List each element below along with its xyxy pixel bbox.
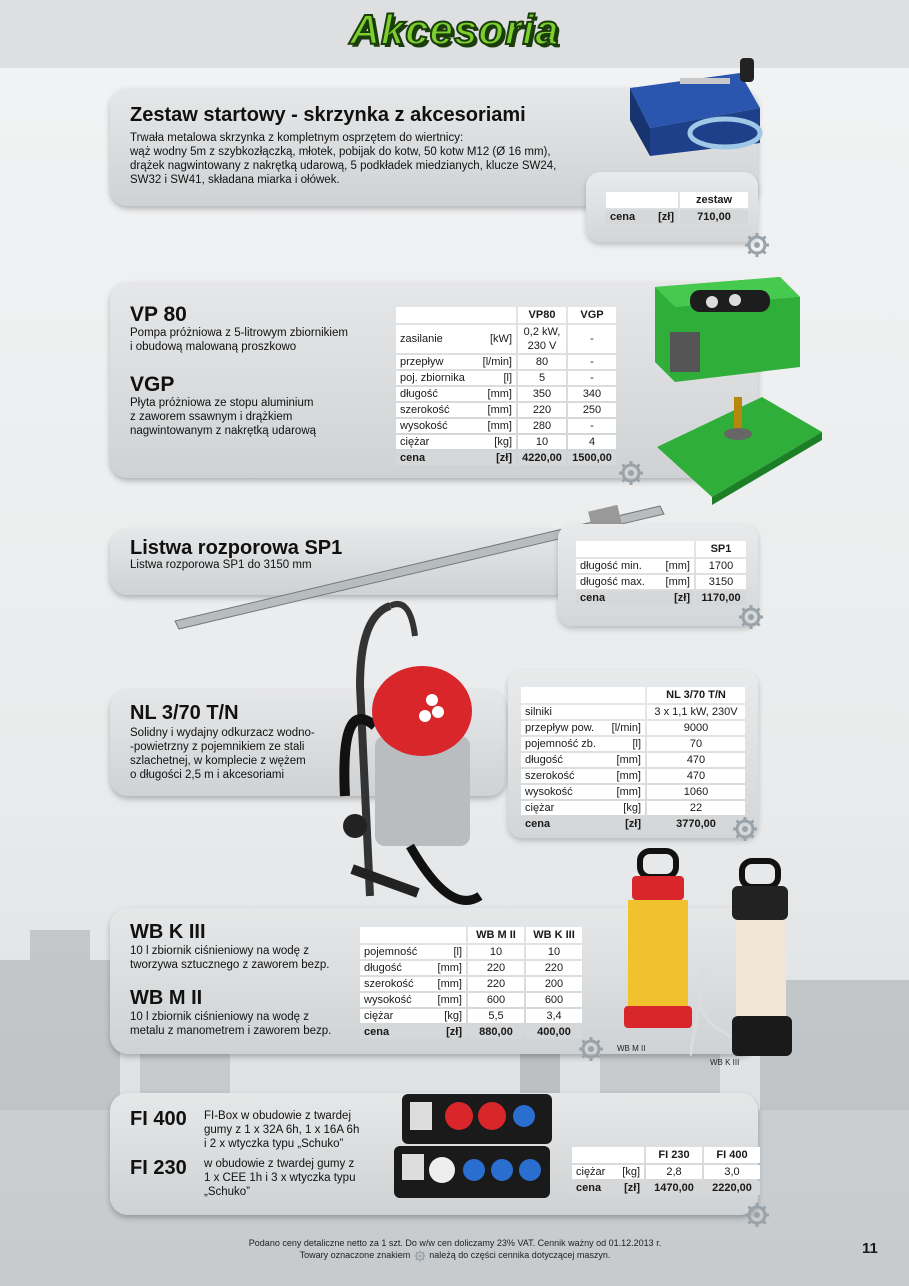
nl-heading: NL 3/70 T/N <box>130 702 239 724</box>
spec-label: wysokość <box>400 420 448 432</box>
machine-gear-icon <box>618 460 644 486</box>
spec-unit: [mm] <box>487 388 512 400</box>
spec-value: 0,2 kW, 230 V <box>518 325 566 353</box>
vgp-description: Płyta próżniowa ze stopu aluminium z zaworem ssawnym i drążkiem nagwintowanym z nakrętką udarową <box>130 397 317 437</box>
wbm-col-header: WB M II <box>468 927 524 943</box>
fi400-description: FI-Box w obudowie z twardej gumy z 1 x 32A 6h, 1 x 16A 6h i 2 x wtyczka typu „Schuko” <box>204 1110 360 1150</box>
vacuum-cleaner-image <box>330 596 510 926</box>
spec-label: szerokość <box>525 770 575 782</box>
spec-unit: [mm] <box>616 786 641 798</box>
sp1-description: Listwa rozporowa SP1 do 3150 mm <box>130 559 312 571</box>
spec-row <box>396 419 616 433</box>
spec-label: poj. zbiornika <box>400 372 465 384</box>
spec-unit: [l/min] <box>611 722 641 734</box>
spec-value: 400,00 <box>526 1025 582 1039</box>
spec-unit: [zł] <box>446 1026 462 1038</box>
spec-unit: [kg] <box>622 1166 640 1178</box>
spec-row <box>521 785 745 799</box>
spec-unit: [kW] <box>490 333 512 345</box>
spec-value: 80 <box>518 355 566 369</box>
vgp-col-header: VGP <box>568 307 616 323</box>
spec-label: przepływ <box>400 356 444 368</box>
spec-value: 470 <box>647 753 745 767</box>
zestaw-price-label: cena <box>610 211 636 223</box>
spec-unit: [kg] <box>623 802 641 814</box>
spec-label: cena <box>364 1026 390 1038</box>
spec-label: przepływ pow. <box>525 722 595 734</box>
spec-value: 250 <box>568 403 616 417</box>
wbk-col-header: WB K III <box>526 927 582 943</box>
spec-value: 2220,00 <box>704 1181 760 1195</box>
spec-label: ciężar <box>364 1010 394 1022</box>
fi230-description: w obudowie z twardej gumy z 1 x CEE 1h i 3 x wtyczka typu „Schuko” <box>204 1158 356 1198</box>
spec-value: 470 <box>647 769 745 783</box>
spec-value: 70 <box>647 737 745 751</box>
nl-spec-table <box>519 685 747 833</box>
spec-value: 1470,00 <box>646 1181 702 1195</box>
spec-row <box>396 387 616 401</box>
spec-value: 220 <box>518 403 566 417</box>
spec-unit: [zł] <box>625 818 641 830</box>
spec-value: 5,5 <box>468 1009 524 1023</box>
spec-value: 340 <box>568 387 616 401</box>
fi230-col-header: FI 230 <box>646 1147 702 1163</box>
spec-value: 220 <box>468 977 524 991</box>
spec-row <box>576 575 746 589</box>
footer-line-2a: Towary oznaczone znakiem <box>299 1250 411 1260</box>
spec-label: pojemność <box>364 946 418 958</box>
machine-gear-icon <box>744 232 770 258</box>
spec-unit: [kg] <box>444 1010 462 1022</box>
spec-label: długość <box>364 962 402 974</box>
spec-row <box>521 721 745 735</box>
spec-value: 3,0 <box>704 1165 760 1179</box>
footer-line-2b: należą do części cennika dotyczącej maszyn. <box>429 1250 611 1260</box>
spec-unit: [mm] <box>437 994 462 1006</box>
spec-value: 220 <box>468 961 524 975</box>
fi-box-image <box>384 1090 564 1210</box>
spec-unit: [mm] <box>665 576 690 588</box>
footer-note <box>120 1237 790 1262</box>
footer-gear-icon <box>413 1250 427 1262</box>
spec-value: 10 <box>526 945 582 959</box>
vacuum-pump-image <box>650 272 810 402</box>
spec-row <box>396 355 616 369</box>
fi-spec-table <box>570 1145 762 1197</box>
fi400-col-header: FI 400 <box>704 1147 760 1163</box>
spec-row <box>576 559 746 573</box>
spec-label: zasilanie <box>400 333 443 345</box>
spec-label: silniki <box>525 706 552 718</box>
spec-label: ciężar <box>576 1166 606 1178</box>
wb-spec-table <box>358 925 584 1041</box>
spec-row <box>396 403 616 417</box>
spec-value: 4 <box>568 435 616 449</box>
spec-unit: [l/min] <box>482 356 512 368</box>
vp80-heading: VP 80 <box>130 303 187 326</box>
spec-label: wysokość <box>525 786 573 798</box>
toolbox-image <box>620 48 770 158</box>
spec-value: 220 <box>526 961 582 975</box>
zestaw-price-table <box>604 190 750 226</box>
zestaw-heading: Zestaw startowy - skrzynka z akcesoriami <box>130 104 526 126</box>
zestaw-price-value: 710,00 <box>680 210 748 224</box>
spec-value: 880,00 <box>468 1025 524 1039</box>
spec-label: cena <box>580 592 606 604</box>
zestaw-price-unit: [zł] <box>658 211 674 223</box>
machine-gear-icon <box>744 1202 770 1228</box>
spec-row <box>396 435 616 449</box>
spec-row <box>521 737 745 751</box>
fi400-heading: FI 400 <box>130 1108 187 1130</box>
sp1-heading: Listwa rozporowa SP1 <box>130 537 343 559</box>
spec-unit: [zł] <box>496 452 512 464</box>
spec-value: 600 <box>526 993 582 1007</box>
wbm-heading: WB M II <box>130 987 203 1009</box>
spec-row <box>521 753 745 767</box>
spec-unit: [kg] <box>494 436 512 448</box>
spec-unit: [mm] <box>665 560 690 572</box>
spec-unit: [l] <box>453 946 462 958</box>
spec-label: cena <box>525 818 551 830</box>
spec-row <box>572 1165 760 1179</box>
spec-value: 1500,00 <box>568 451 616 465</box>
spec-label: długość <box>525 754 563 766</box>
zestaw-col-header: zestaw <box>680 192 748 208</box>
zestaw-description: Trwała metalowa skrzynka z kompletnym osprzętem do wiertnicy: wąż wodny 5m z szybkozłączką, młotek, pobijak do kotw, 50 kotw M12 (Ø 16 mm), drążek nagwintowany z nakrętką udarową, 5 podkładek miedzianych, klucze SW24, SW32 i SW41, składana miarka i ołówek. <box>130 132 557 186</box>
spec-unit: [mm] <box>487 420 512 432</box>
spec-value: 4220,00 <box>518 451 566 465</box>
spec-label: ciężar <box>525 802 555 814</box>
spec-unit: [mm] <box>616 754 641 766</box>
nl-col-header: NL 3/70 T/N <box>647 687 745 703</box>
wbk-description: 10 l zbiornik ciśnieniowy na wodę z tworzywa sztucznego z zaworem bezp. <box>130 945 330 971</box>
spec-row <box>360 961 582 975</box>
spec-row <box>521 705 745 719</box>
sp1-spec-table <box>574 539 748 607</box>
spec-value: - <box>568 419 616 433</box>
spec-unit: [l] <box>503 372 512 384</box>
spec-unit: [mm] <box>437 962 462 974</box>
sp1-col-header: SP1 <box>696 541 746 557</box>
spec-row <box>572 1181 760 1195</box>
spec-value: 5 <box>518 371 566 385</box>
spec-unit: [zł] <box>674 592 690 604</box>
spec-value: 22 <box>647 801 745 815</box>
spec-value: - <box>568 325 616 353</box>
spec-row <box>521 769 745 783</box>
spec-value: - <box>568 355 616 369</box>
spec-label: długość <box>400 388 438 400</box>
vgp-heading: VGP <box>130 373 175 396</box>
machine-gear-icon <box>738 604 764 630</box>
spec-unit: [l] <box>632 738 641 750</box>
spec-value: 600 <box>468 993 524 1007</box>
spec-unit: [mm] <box>616 770 641 782</box>
machine-gear-icon <box>578 1036 604 1062</box>
spec-value: 1700 <box>696 559 746 573</box>
page-title: Akcesoria <box>349 6 560 53</box>
spec-row <box>396 451 616 465</box>
wbm-image-caption: WB M II <box>617 1044 646 1053</box>
spec-value: 3770,00 <box>647 817 745 831</box>
spec-unit: [mm] <box>487 404 512 416</box>
spec-value: 1170,00 <box>696 591 746 605</box>
spec-label: szerokość <box>364 978 414 990</box>
spec-row <box>360 1025 582 1039</box>
fi230-heading: FI 230 <box>130 1157 187 1179</box>
spec-label: długość min. <box>580 560 642 572</box>
spec-row <box>521 801 745 815</box>
spec-value: 3150 <box>696 575 746 589</box>
spec-row <box>521 817 745 831</box>
spec-row <box>360 945 582 959</box>
spec-row <box>360 977 582 991</box>
sprayer-plastic-image <box>690 856 820 1066</box>
vacuum-plate-image <box>652 392 827 507</box>
spec-label: ciężar <box>400 436 430 448</box>
spec-value: 9000 <box>647 721 745 735</box>
spec-row <box>360 1009 582 1023</box>
spec-value: 350 <box>518 387 566 401</box>
spec-row <box>576 591 746 605</box>
spec-label: cena <box>400 452 426 464</box>
spec-unit: [mm] <box>437 978 462 990</box>
spec-value: 3 x 1,1 kW, 230V <box>647 705 745 719</box>
wbm-description: 10 l zbiornik ciśnieniowy na wodę z metalu z manometrem i zaworem bezp. <box>130 1011 332 1037</box>
spec-value: 280 <box>518 419 566 433</box>
spec-value: 3,4 <box>526 1009 582 1023</box>
page-number: 11 <box>862 1240 878 1257</box>
spec-value: 200 <box>526 977 582 991</box>
footer-line-1: Podano ceny detaliczne netto za 1 szt. Do w/w cen doliczamy 23% VAT. Cennik ważny od 01.12.2013 r. <box>248 1238 662 1248</box>
machine-gear-icon <box>732 816 758 842</box>
spec-label: szerokość <box>400 404 450 416</box>
spec-row <box>360 993 582 1007</box>
spec-value: 2,8 <box>646 1165 702 1179</box>
spec-value: - <box>568 371 616 385</box>
spec-row <box>396 325 616 353</box>
spec-value: 10 <box>518 435 566 449</box>
vp80-spec-table <box>394 305 618 467</box>
spec-row <box>396 371 616 385</box>
spec-label: pojemność zb. <box>525 738 596 750</box>
spec-label: długość max. <box>580 576 645 588</box>
vp80-description: Pompa próżniowa z 5-litrowym zbiornikiem i obudową malowaną proszkowo <box>130 327 348 353</box>
spec-label: wysokość <box>364 994 412 1006</box>
spec-value: 10 <box>468 945 524 959</box>
spec-value: 1060 <box>647 785 745 799</box>
spec-label: cena <box>576 1182 602 1194</box>
spec-unit: [zł] <box>624 1182 640 1194</box>
wbk-heading: WB K III <box>130 921 206 943</box>
wbk-image-caption: WB K III <box>710 1058 740 1067</box>
nl-description: Solidny i wydajny odkurzacz wodno- -powietrzny z pojemnikiem ze stali szlachetnej, w komplecie z wężem o długości 2,5 m i akcesoriami <box>130 727 315 781</box>
vp80-col-header: VP80 <box>518 307 566 323</box>
